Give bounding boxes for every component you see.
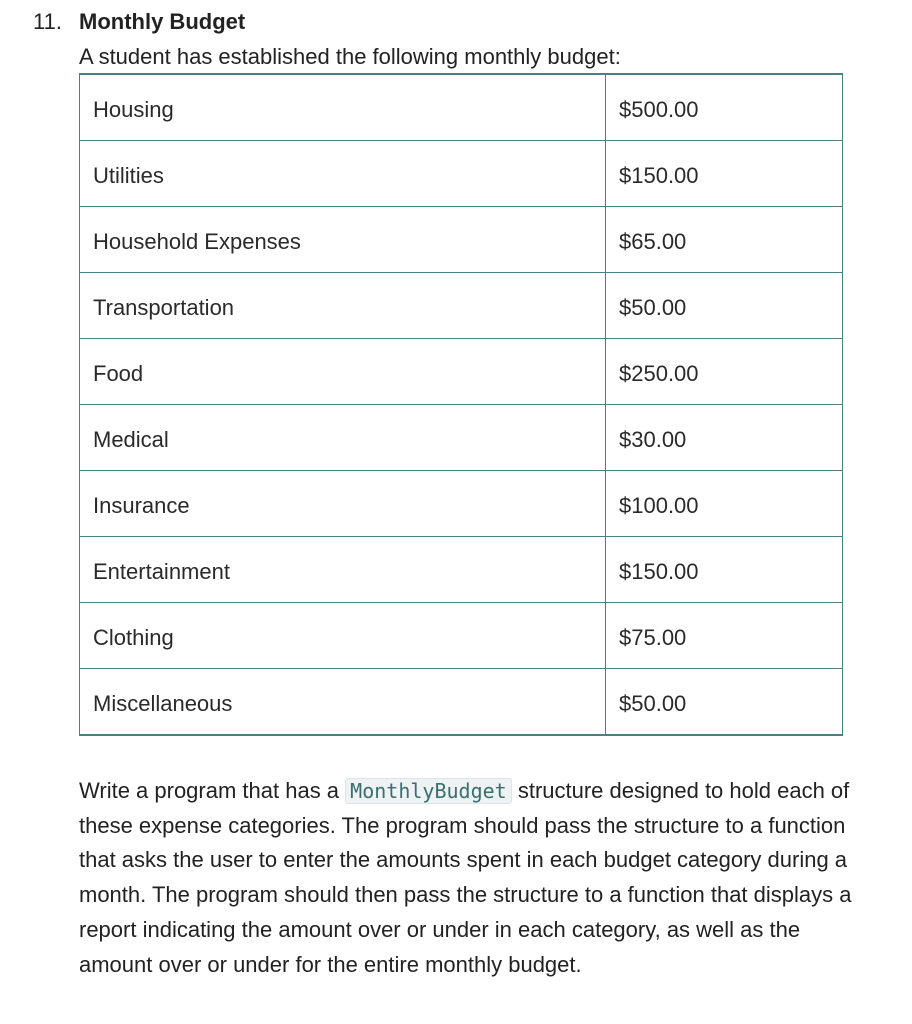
- category-cell: Medical: [80, 405, 606, 471]
- amount-cell: $150.00: [606, 141, 843, 207]
- amount-cell: $150.00: [606, 537, 843, 603]
- amount-cell: $50.00: [606, 273, 843, 339]
- table-row: [80, 141, 843, 207]
- category-cell: Insurance: [80, 471, 606, 537]
- table-row: [80, 603, 843, 669]
- table-row: [80, 537, 843, 603]
- amount-cell: $30.00: [606, 405, 843, 471]
- description-text-start: Write a program that has a: [79, 778, 346, 803]
- category-cell: Transportation: [80, 273, 606, 339]
- category-cell: Food: [80, 339, 606, 405]
- exercise-title: Monthly Budget: [79, 9, 246, 34]
- exercise-heading: [33, 8, 245, 36]
- amount-cell: $50.00: [606, 669, 843, 736]
- inline-code-structure-name: MonthlyBudget: [345, 778, 512, 804]
- table-row: [80, 273, 843, 339]
- table-row: [80, 339, 843, 405]
- table-row: [80, 74, 843, 141]
- amount-cell: $500.00: [606, 74, 843, 141]
- table-row: [80, 669, 843, 736]
- table-row: [80, 207, 843, 273]
- category-cell: Utilities: [80, 141, 606, 207]
- table-row: [80, 405, 843, 471]
- budget-table: [79, 73, 843, 736]
- category-cell: Household Expenses: [80, 207, 606, 273]
- exercise-number: 11.: [33, 9, 62, 34]
- category-cell: Clothing: [80, 603, 606, 669]
- amount-cell: $100.00: [606, 471, 843, 537]
- category-cell: Miscellaneous: [80, 669, 606, 736]
- table-row: [80, 471, 843, 537]
- category-cell: Entertainment: [80, 537, 606, 603]
- exercise-description: [79, 774, 869, 982]
- exercise-intro: A student has established the following monthly budget:: [79, 44, 621, 69]
- description-text-end: structure designed to hold each of these expense categories. The program should pass the structure to a function that asks the user to enter the amounts spent in each budget category during a month. The program should then pass the structure to a function that displays a report indicating the amount over or under in each category, as well as the amount over or under for the entire monthly budget.: [79, 778, 852, 977]
- category-cell: Housing: [80, 74, 606, 141]
- amount-cell: $75.00: [606, 603, 843, 669]
- amount-cell: $65.00: [606, 207, 843, 273]
- amount-cell: $250.00: [606, 339, 843, 405]
